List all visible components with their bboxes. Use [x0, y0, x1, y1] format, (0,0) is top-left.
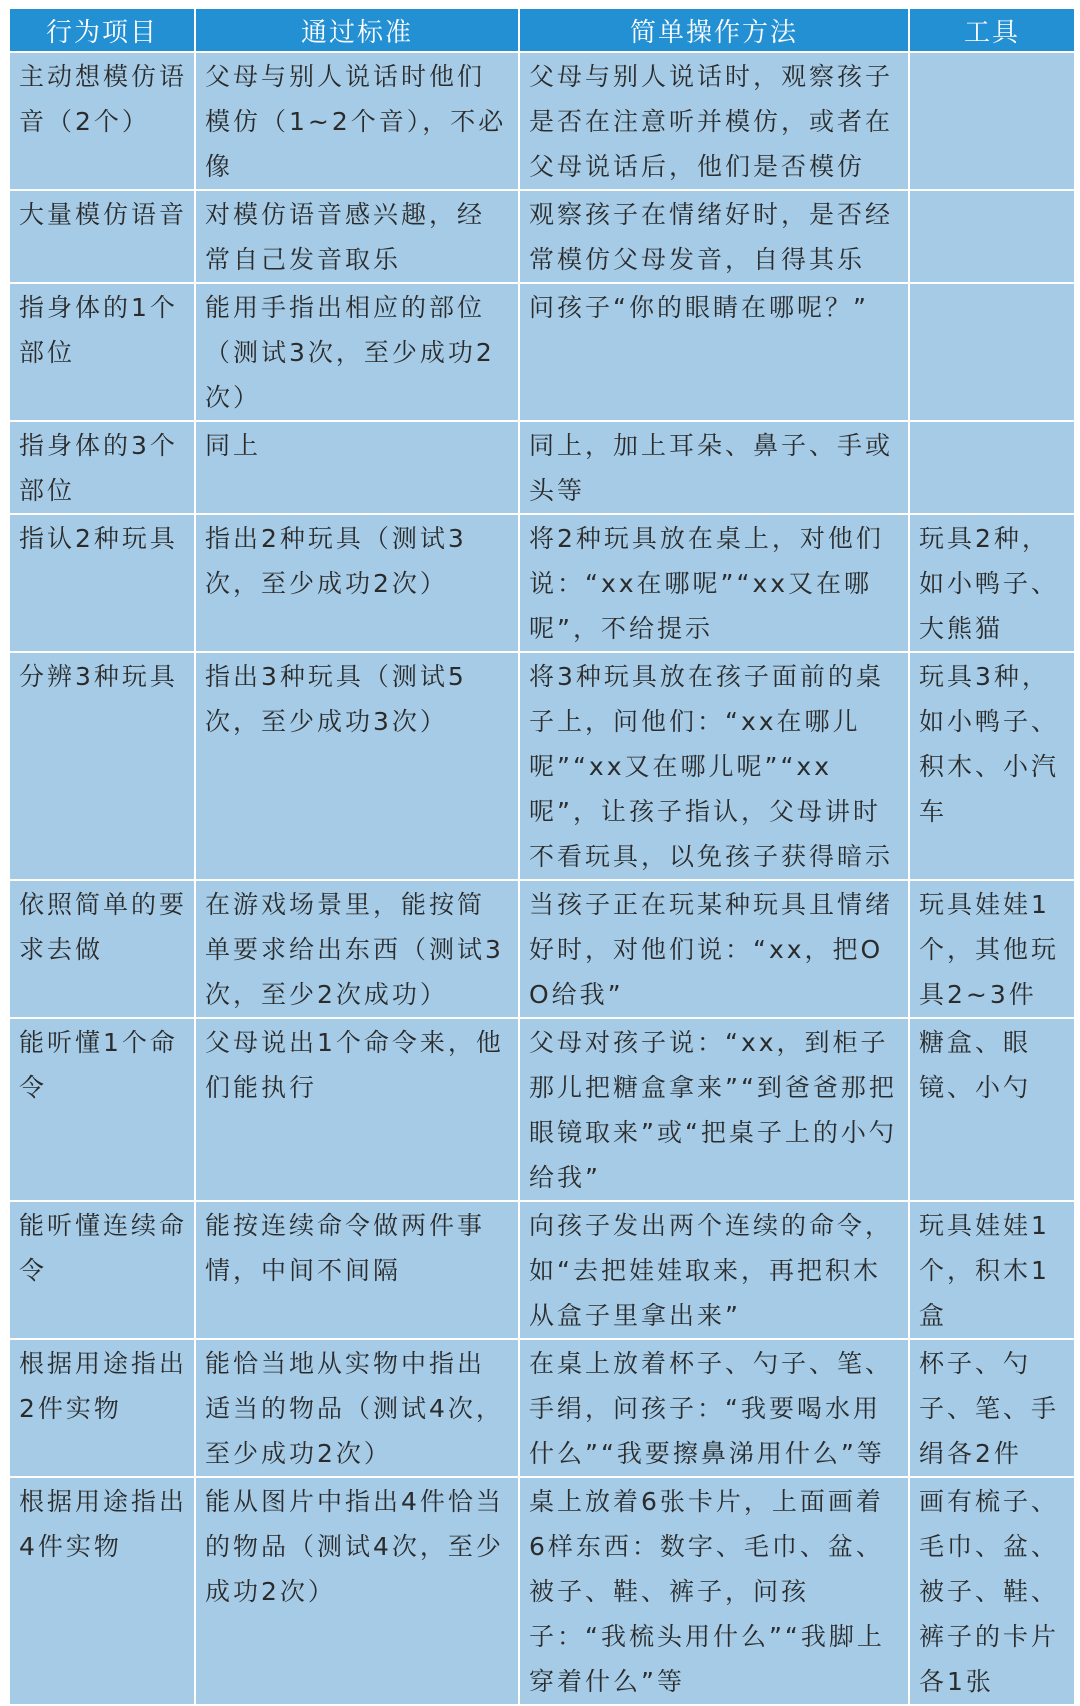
table-row [9, 1018, 1075, 1201]
cell-method: 同上，加上耳朵、鼻子、手或头等 [519, 421, 909, 514]
header-simple-method: 简单操作方法 [519, 8, 909, 52]
assessment-table [8, 7, 1076, 1706]
header-row [9, 8, 1075, 52]
cell-method: 问孩子“你的眼睛在哪呢？” [519, 283, 909, 421]
table-row [9, 190, 1075, 283]
cell-method: 当孩子正在玩某种玩具且情绪好时，对他们说：“xx，把OO给我” [519, 880, 909, 1018]
cell-tools: 玩具娃娃1个，积木1盒 [909, 1201, 1075, 1339]
cell-tools: 糖盒、眼镜、小勺 [909, 1018, 1075, 1201]
table-row [9, 514, 1075, 652]
cell-item: 能听懂1个命令 [9, 1018, 195, 1201]
cell-item: 指身体的3个部位 [9, 421, 195, 514]
cell-standard: 对模仿语音感兴趣，经常自己发音取乐 [195, 190, 519, 283]
cell-method: 父母与别人说话时，观察孩子是否在注意听并模仿，或者在父母说话后，他们是否模仿 [519, 52, 909, 190]
cell-item: 能听懂连续命令 [9, 1201, 195, 1339]
cell-method: 父母对孩子说：“xx，到柜子那儿把糖盒拿来”“到爸爸那把眼镜取来”或“把桌子上的小勺给我” [519, 1018, 909, 1201]
header-tools: 工具 [909, 8, 1075, 52]
cell-item: 依照简单的要求去做 [9, 880, 195, 1018]
cell-tools: 玩具2种，如小鸭子、大熊猫 [909, 514, 1075, 652]
header-pass-standard: 通过标准 [195, 8, 519, 52]
cell-method: 将2种玩具放在桌上，对他们说：“xx在哪呢”“xx又在哪呢”，不给提示 [519, 514, 909, 652]
cell-tools [909, 190, 1075, 283]
cell-tools [909, 283, 1075, 421]
table-row [9, 1339, 1075, 1477]
cell-item: 根据用途指出4件实物 [9, 1477, 195, 1705]
cell-standard: 能按连续命令做两件事情，中间不间隔 [195, 1201, 519, 1339]
table-row [9, 52, 1075, 190]
cell-item: 分辨3种玩具 [9, 652, 195, 880]
cell-tools: 玩具娃娃1个，其他玩具2~3件 [909, 880, 1075, 1018]
cell-item: 主动想模仿语音（2个） [9, 52, 195, 190]
cell-item: 大量模仿语音 [9, 190, 195, 283]
behavior-assessment-table [8, 7, 1074, 1706]
cell-standard: 同上 [195, 421, 519, 514]
table-row [9, 283, 1075, 421]
table-row [9, 880, 1075, 1018]
cell-tools [909, 52, 1075, 190]
cell-standard: 能恰当地从实物中指出适当的物品（测试4次，至少成功2次） [195, 1339, 519, 1477]
header-behavior-item: 行为项目 [9, 8, 195, 52]
cell-item: 根据用途指出2件实物 [9, 1339, 195, 1477]
cell-standard: 在游戏场景里，能按简单要求给出东西（测试3次，至少2次成功） [195, 880, 519, 1018]
cell-tools: 画有梳子、毛巾、盆、被子、鞋、裤子的卡片各1张 [909, 1477, 1075, 1705]
table-row [9, 421, 1075, 514]
cell-standard: 能用手指出相应的部位（测试3次，至少成功2次） [195, 283, 519, 421]
cell-tools: 杯子、勺子、笔、手绢各2件 [909, 1339, 1075, 1477]
table-row [9, 1201, 1075, 1339]
cell-standard: 父母说出1个命令来，他们能执行 [195, 1018, 519, 1201]
table-row [9, 652, 1075, 880]
table-body [9, 52, 1075, 1705]
cell-item: 指身体的1个部位 [9, 283, 195, 421]
cell-method: 桌上放着6张卡片，上面画着6样东西：数字、毛巾、盆、被子、鞋、裤子，问孩子：“我梳头用什么”“我脚上穿着什么”等 [519, 1477, 909, 1705]
cell-method: 在桌上放着杯子、勺子、笔、手绢，问孩子：“我要喝水用什么”“我要擦鼻涕用什么”等 [519, 1339, 909, 1477]
cell-standard: 指出3种玩具（测试5次，至少成功3次） [195, 652, 519, 880]
cell-method: 将3种玩具放在孩子面前的桌子上，问他们：“xx在哪儿呢”“xx又在哪儿呢”“xx呢”，让孩子指认，父母讲时不看玩具，以免孩子获得暗示 [519, 652, 909, 880]
table-row [9, 1477, 1075, 1705]
cell-standard: 能从图片中指出4件恰当的物品（测试4次，至少成功2次） [195, 1477, 519, 1705]
cell-item: 指认2种玩具 [9, 514, 195, 652]
cell-method: 观察孩子在情绪好时，是否经常模仿父母发音，自得其乐 [519, 190, 909, 283]
cell-standard: 父母与别人说话时他们模仿（1~2个音），不必像 [195, 52, 519, 190]
cell-standard: 指出2种玩具（测试3次，至少成功2次） [195, 514, 519, 652]
table-header [9, 8, 1075, 52]
cell-tools: 玩具3种，如小鸭子、积木、小汽车 [909, 652, 1075, 880]
cell-tools [909, 421, 1075, 514]
cell-method: 向孩子发出两个连续的命令，如“去把娃娃取来，再把积木从盒子里拿出来” [519, 1201, 909, 1339]
